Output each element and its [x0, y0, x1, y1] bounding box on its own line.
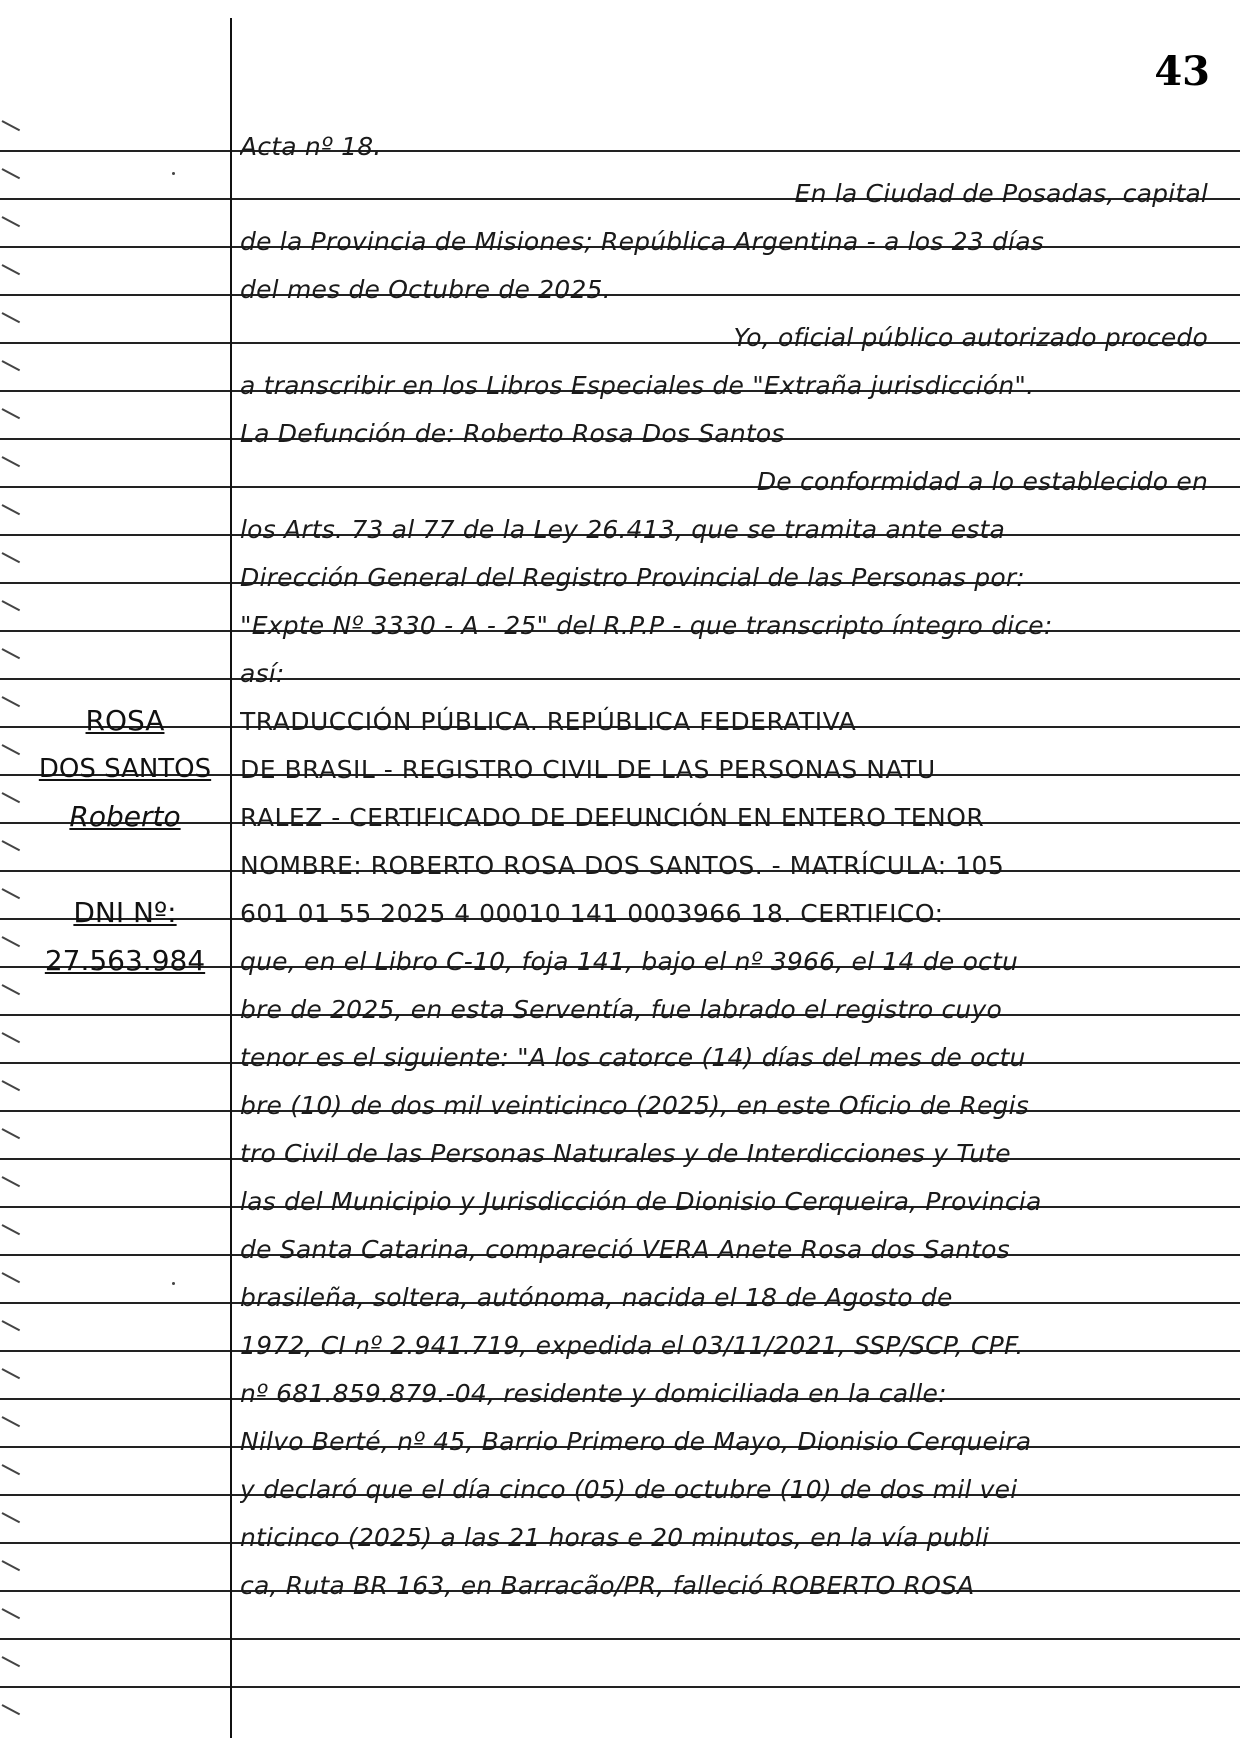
edge-mark	[2, 1704, 21, 1715]
text-line-30: nticinco (2025) a las 21 horas e 20 minutos, en la vía publi	[240, 1523, 990, 1552]
edge-mark	[2, 1464, 21, 1475]
text-line-31: ca, Ruta BR 163, en Barracão/PR, falleció ROBERTO ROSA	[240, 1571, 975, 1600]
edge-mark	[2, 1560, 21, 1571]
text-line-11: "Expte Nº 3330 - A - 25" del R.P.P - que transcripto íntegro dice:	[240, 611, 1053, 640]
text-line-3: de la Provincia de Misiones; República Argentina - a los 23 días	[240, 227, 1044, 256]
edge-mark	[2, 984, 21, 995]
text-line-2: En la Ciudad de Posadas, capital	[794, 179, 1208, 208]
text-line-25: brasileña, soltera, autónoma, nacida el 18 de Agosto de	[240, 1283, 953, 1312]
text-line-27: nº 681.859.879.-04, residente y domiciliada en la calle:	[240, 1379, 947, 1408]
text-line-14: DE BRASIL - REGISTRO CIVIL DE LAS PERSONAS NATU	[240, 755, 936, 784]
edge-mark	[2, 1608, 21, 1619]
text-line-7: La Defunción de: Roberto Rosa Dos Santos	[240, 419, 785, 448]
text-line-10: Dirección General del Registro Provincial de las Personas por:	[240, 563, 1025, 592]
edge-mark	[2, 600, 21, 611]
edge-mark	[2, 1176, 21, 1187]
margin-surname-2: DOS SANTOS	[38, 754, 212, 784]
margin-given-name: Roberto	[69, 800, 181, 833]
text-line-26: 1972, CI nº 2.941.719, expedida el 03/11/2021, SSP/SCP, CPF.	[240, 1331, 1024, 1360]
text-line-8: De conformidad a lo establecido en	[756, 467, 1208, 496]
edge-mark	[2, 696, 21, 707]
text-line-4: del mes de Octubre de 2025.	[240, 275, 611, 304]
ruled-line	[0, 1686, 1240, 1688]
edge-mark	[2, 168, 21, 179]
edge-mark	[2, 936, 21, 947]
edge-mark	[2, 1656, 21, 1667]
text-line-19: bre de 2025, en esta Serventía, fue labrado el registro cuyo	[240, 995, 1002, 1024]
text-line-29: y declaró que el día cinco (05) de octubre (10) de dos mil vei	[240, 1475, 1018, 1504]
edge-mark	[2, 1512, 21, 1523]
edge-mark	[2, 1416, 21, 1427]
edge-mark	[2, 648, 21, 659]
ink-dot	[172, 172, 175, 175]
text-line-21: bre (10) de dos mil veinticinco (2025), en este Oficio de Regis	[240, 1091, 1029, 1120]
edge-mark	[2, 840, 21, 851]
edge-mark	[2, 264, 21, 275]
text-line-22: tro Civil de las Personas Naturales y de Interdicciones y Tute	[240, 1139, 1011, 1168]
margin-dni-label: DNI Nº:	[73, 896, 177, 929]
ruled-line	[0, 1638, 1240, 1640]
text-line-28: Nilvo Berté, nº 45, Barrio Primero de Mayo, Dionisio Cerqueira	[240, 1427, 1032, 1456]
text-line-17: 601 01 55 2025 4 00010 141 0003966 18. CERTIFICO:	[240, 899, 944, 928]
edge-mark	[2, 744, 21, 755]
text-line-23: las del Municipio y Jurisdicción de Dionisio Cerqueira, Provincia	[240, 1187, 1042, 1216]
text-line-5: Yo, oficial público autorizado procedo	[733, 323, 1208, 352]
margin-dni-value: 27.563.984	[44, 944, 206, 977]
text-line-1: Acta nº 18.	[240, 132, 382, 161]
text-line-20: tenor es el siguiente: "A los catorce (14) días del mes de octu	[240, 1043, 1026, 1072]
edge-mark	[2, 792, 21, 803]
text-line-6: a transcribir en los Libros Especiales de "Extraña jurisdicción".	[240, 371, 1035, 400]
edge-mark	[2, 504, 21, 515]
edge-mark	[2, 456, 21, 467]
text-line-18: que, en el Libro C-10, foja 141, bajo el nº 3966, el 14 de octu	[240, 947, 1019, 976]
edge-mark	[2, 216, 21, 227]
edge-mark	[2, 1080, 21, 1091]
edge-mark	[2, 1368, 21, 1379]
ink-dot	[172, 1282, 175, 1285]
edge-mark	[2, 408, 21, 419]
text-line-9: los Arts. 73 al 77 de la Ley 26.413, que se tramita ante esta	[240, 515, 1006, 544]
edge-mark	[2, 312, 21, 323]
edge-mark	[2, 552, 21, 563]
edge-mark	[2, 1272, 21, 1283]
edge-mark	[2, 1320, 21, 1331]
margin-surname-1: ROSA	[85, 704, 165, 737]
edge-mark	[2, 120, 21, 131]
text-line-13: TRADUCCIÓN PÚBLICA. REPÚBLICA FEDERATIVA	[240, 707, 857, 736]
page-number: 43	[1154, 48, 1210, 95]
text-line-16: NOMBRE: ROBERTO ROSA DOS SANTOS. - MATRÍCULA: 105	[240, 851, 1005, 880]
edge-mark	[2, 1224, 21, 1235]
edge-mark	[2, 888, 21, 899]
edge-mark	[2, 360, 21, 371]
text-line-12: así:	[240, 659, 285, 688]
edge-mark	[2, 1032, 21, 1043]
edge-mark	[2, 1128, 21, 1139]
text-line-24: de Santa Catarina, compareció VERA Anete Rosa dos Santos	[240, 1235, 1010, 1264]
text-line-15: RALEZ - CERTIFICADO DE DEFUNCIÓN EN ENTERO TENOR	[240, 803, 985, 832]
margin-line	[230, 18, 232, 1738]
